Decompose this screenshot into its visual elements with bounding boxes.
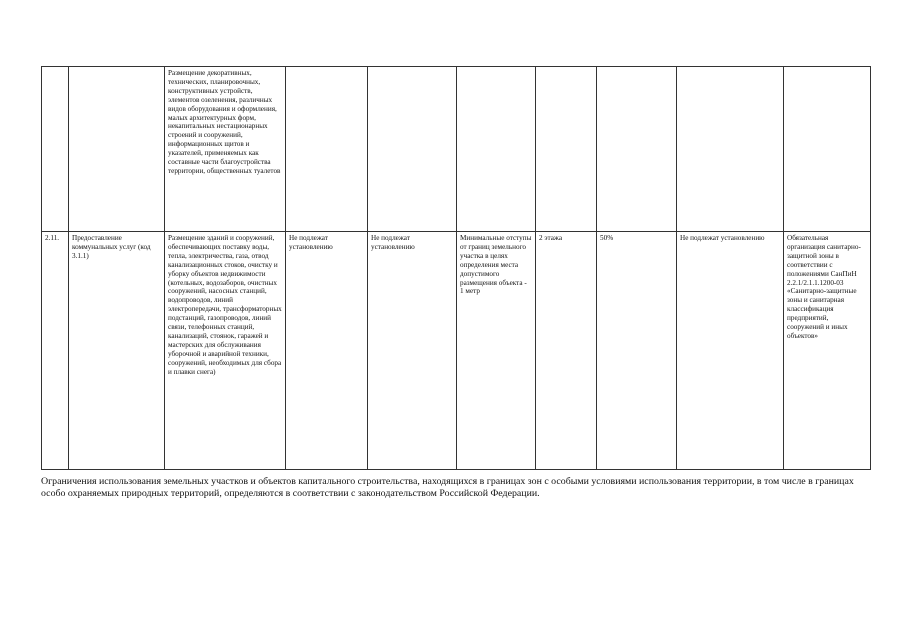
cell-parameter: 50% <box>597 232 677 470</box>
cell-number: 2.11. <box>42 232 69 470</box>
footnote-text: Ограничения использования земельных участков и объектов капитального строительства, находящихся в границах зон с особыми условиями использования территории, в том числе в границах особо охраняемых природных территорий, определяются в соответствии с законодательством Российской Федерации. <box>41 476 854 500</box>
cell-parameter: Минимальные отступы от границ земельного участка в целях определения места допустимого размещения объекта - 1 метр <box>457 232 536 470</box>
cell-restrictions: Обязательная организация санитарно-защитной зоны в соответствии с положениями СанПиН 2.2.1/2.1.1.1200-03 «Санитарно-защитные зоны и санитарная классификация предприятий, сооружений и иных объектов» <box>784 232 871 470</box>
cell-restrictions <box>784 67 871 232</box>
cell-parameter <box>457 67 536 232</box>
cell-use-type <box>69 67 165 232</box>
cell-description: Размещение зданий и сооружений, обеспечивающих поставку воды, тепла, электричества, газа, отвод канализационных стоков, очистку и уборку объектов недвижимости (котельных, водозаборов, очистных сооружений, насосных станций, водопроводов, линий электропередачи, трансформаторных подстанций, газопроводов, линий связи, телефонных станций, канализаций, стоянок, гаражей и мастерских для обслуживания уборочной и аварийной техники, сооружений, необходимых для сбора и плавки снега) <box>165 232 286 470</box>
cell-parameter: Не подлежат установлению <box>677 232 784 470</box>
cell-parameter: Не подлежат установлению <box>368 232 457 470</box>
cell-parameter: 2 этажа <box>536 232 597 470</box>
cell-parameter <box>368 67 457 232</box>
cell-parameter <box>677 67 784 232</box>
cell-parameter: Не подлежат установлению <box>286 232 368 470</box>
land-use-table <box>41 66 871 470</box>
table-row <box>42 67 871 232</box>
cell-description: Размещение декоративных, технических, планировочных, конструктивных устройств, элементов озеленения, различных видов оборудования и оформления, малых архитектурных форм, некапитальных нестационарных строений и сооружений, информационных щитов и указателей, применяемых как составные части благоустройства территории, общественных туалетов <box>165 67 286 232</box>
cell-number <box>42 67 69 232</box>
table-row <box>42 232 871 470</box>
cell-parameter <box>536 67 597 232</box>
cell-parameter <box>597 67 677 232</box>
cell-parameter <box>286 67 368 232</box>
cell-use-type: Предоставление коммунальных услуг (код 3.1.1) <box>69 232 165 470</box>
